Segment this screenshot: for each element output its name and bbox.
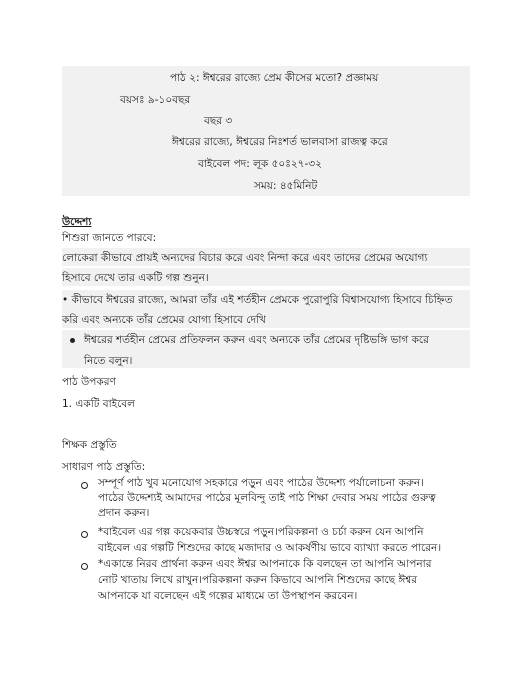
list-bullet-circle bbox=[81, 531, 88, 538]
objective-text: • কীভাবে ঈশ্বরের রাজ্যে, আমরা তাঁর এই শর্তহীন প্রেমকে পুরোপুরি বিশ্বাসযোগ্য হিসাবে চিহ্নিত bbox=[62, 294, 453, 306]
teacher-prep-subheading: সাধারণ পাঠ প্রস্তুতি: bbox=[62, 461, 146, 473]
materials-heading: পাঠ উপকরণ bbox=[62, 376, 116, 388]
list-bullet-circle bbox=[81, 482, 88, 489]
prep-item-text: *বাইবেল এর গল্প কয়েকবার উচ্চস্বরে পড়ুন।পরিকল্পনা ও চর্চা করুন যেন আপনি bbox=[98, 526, 424, 538]
prep-item-text: প্রদান করুন। bbox=[98, 507, 150, 519]
objective-text: লোকেরা কীভাবে প্রায়ই অন্যদের বিচার করে এবং নিন্দা করে এবং তাদের প্রেমের অযোগ্য bbox=[62, 252, 428, 264]
objective-bullet: নিতে বলুন। bbox=[84, 355, 133, 367]
prep-item-text: সম্পূর্ণ পাঠ খুব মনোযোগ সহকারে পড়ুন এবং পাঠের উদ্দেশ্য পর্যালোচনা করুন। bbox=[98, 477, 424, 489]
prep-item-text: নোট খাতায় লিখে রাখুন।পরিকল্পনা করুন কিভাবে আপনি শিশুদের কাছে ঈশ্বর bbox=[98, 574, 418, 586]
objective-text: করি এবং অন্যকে তাঁর প্রেমের যোগ্য হিসাবে দেখি bbox=[62, 314, 266, 326]
objective-heading: উদ্দেশ্য bbox=[62, 216, 92, 228]
list-bullet-circle bbox=[81, 563, 88, 570]
year-line: বছর ৩ bbox=[204, 115, 233, 127]
time-line: সময়: ৪৫মিনিট bbox=[254, 180, 318, 192]
objective-text: হিসাবে দেখে তার একটি গল্প শুনুন। bbox=[62, 272, 209, 284]
age-line: বয়সঃ ৯-১০বছর bbox=[120, 94, 191, 106]
prep-item-text: আপনাকে যা বলেছেন এই গল্পের মাধ্যমে তা উপস্থাপন করবেন। bbox=[98, 590, 358, 602]
highlight-band bbox=[62, 66, 470, 196]
prep-item-text: *একান্তে নিরব প্রার্থনা করুন এবং ঈশ্বর আপনাকে কি বলছেন তা আপনি আপনার bbox=[98, 558, 432, 570]
bullet-dot bbox=[70, 338, 75, 343]
materials-item: 1. একটি বাইবেল bbox=[62, 398, 135, 410]
theme-line: ঈশ্বরের রাজ্যে, ঈশ্বরের নিঃশর্ত ভালবাসা রাজত্ব করে bbox=[172, 136, 388, 148]
bible-passage: বাইবেল পদ: লূক ৫০ঃ২৭-৩২ bbox=[198, 158, 322, 170]
lesson-title: পাঠ ২: ঈশ্বরের রাজ্যে প্রেম কীসের মতো? প্রজ্ঞাময় bbox=[170, 72, 379, 84]
prep-item-text: বাইবেল এর গল্পটি শিশুদের কাছে মজাদার ও আকর্ষণীয় ভাবে ব্যাখ্যা করতে পারেন। bbox=[98, 542, 442, 554]
prep-item-text: পাঠের উদ্দেশ্যই আমাদের পাঠের মূলবিন্দু তাই পাঠ শিক্ষা দেবার সময় পাঠের গুরুত্ব bbox=[98, 492, 436, 504]
objective-intro: শিশুরা জানতে পারবে: bbox=[62, 232, 157, 244]
teacher-prep-heading: শিক্ষক প্রস্তুতি bbox=[62, 439, 117, 451]
objective-bullet: ঈশ্বরের শর্তহীন প্রেমের প্রতিফলন করুন এবং অন্যকে তাঁর প্রেমের দৃষ্টিভঙ্গি ভাগ করে bbox=[84, 334, 429, 346]
